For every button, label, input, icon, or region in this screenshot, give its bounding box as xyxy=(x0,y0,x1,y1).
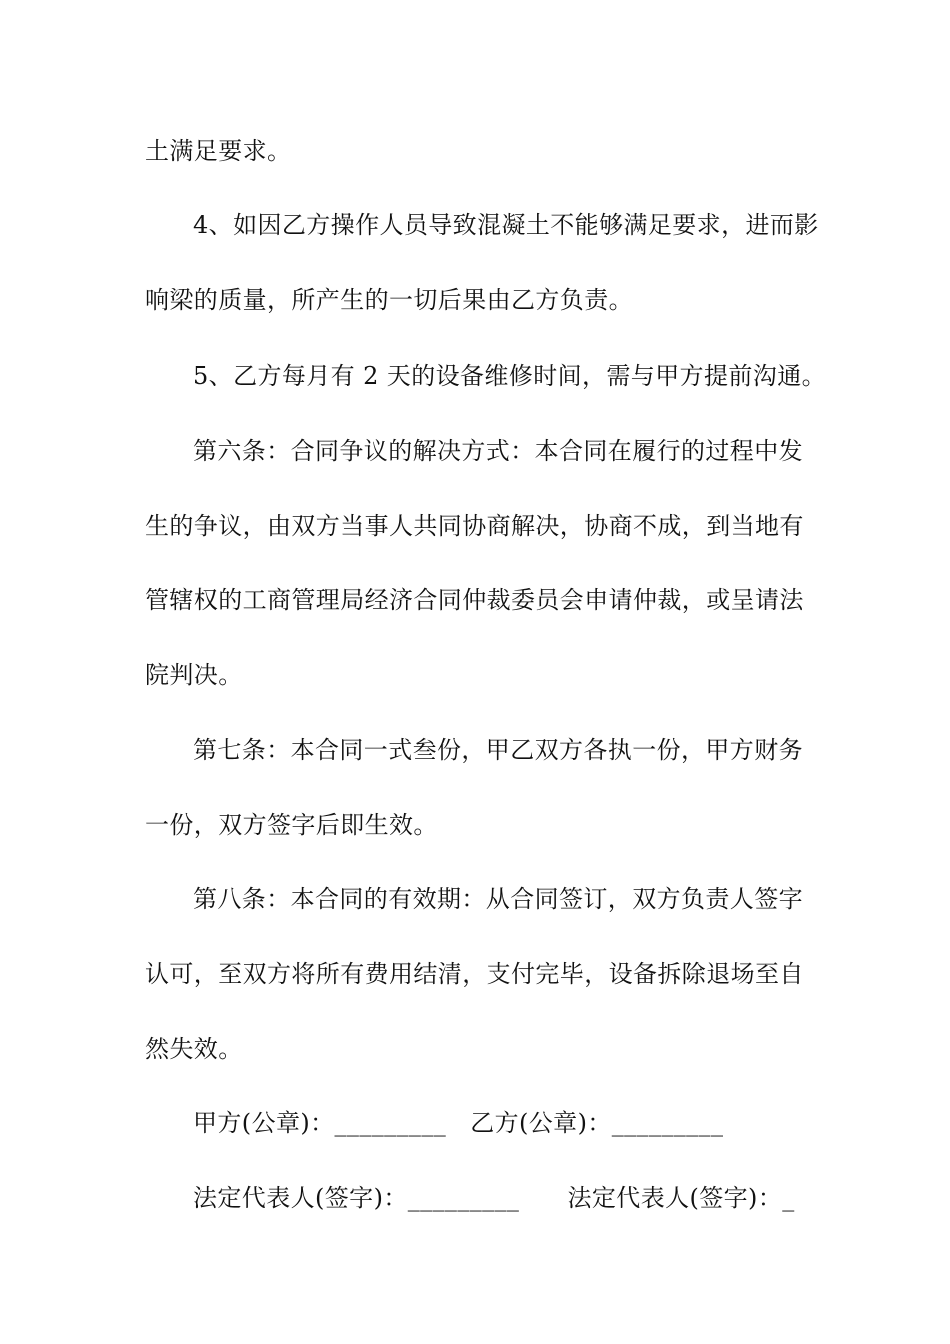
paragraph-line: 认可，至双方将所有费用结清，支付完毕，设备拆除退场至自 xyxy=(145,960,804,988)
paragraph-line: 管辖权的工商管理局经济合同仲裁委员会申请仲裁，或呈请法 xyxy=(145,586,804,614)
paragraph-line: 然失效。 xyxy=(145,1035,243,1063)
article-eight-heading-line: 第八条：本合同的有效期：从合同签订，双方负责人签字 xyxy=(193,885,803,913)
paragraph-line: 一份，双方签字后即生效。 xyxy=(145,811,438,839)
paragraph-line: 生的争议，由双方当事人共同协商解决，协商不成，到当地有 xyxy=(145,512,804,540)
paragraph-line: 土满足要求。 xyxy=(145,137,292,165)
article-seven-heading-line: 第七条：本合同一式叁份，甲乙双方各执一份，甲方财务 xyxy=(193,736,803,764)
paragraph-line: 5、乙方每月有 2 天的设备维修时间，需与甲方提前沟通。 xyxy=(193,362,826,390)
paragraph-line: 院判决。 xyxy=(145,661,243,689)
paragraph-line: 4、如因乙方操作人员导致混凝土不能够满足要求，进而影 xyxy=(193,211,819,239)
seal-signature-line: 甲方(公章)：_________ 乙方(公章)：_________ xyxy=(193,1109,724,1137)
representative-signature-line: 法定代表人(签字)：_________ 法定代表人(签字)：_ xyxy=(193,1184,795,1212)
paragraph-line: 响梁的质量，所产生的一切后果由乙方负责。 xyxy=(145,286,633,314)
article-six-heading-line: 第六条：合同争议的解决方式：本合同在履行的过程中发 xyxy=(193,437,803,465)
